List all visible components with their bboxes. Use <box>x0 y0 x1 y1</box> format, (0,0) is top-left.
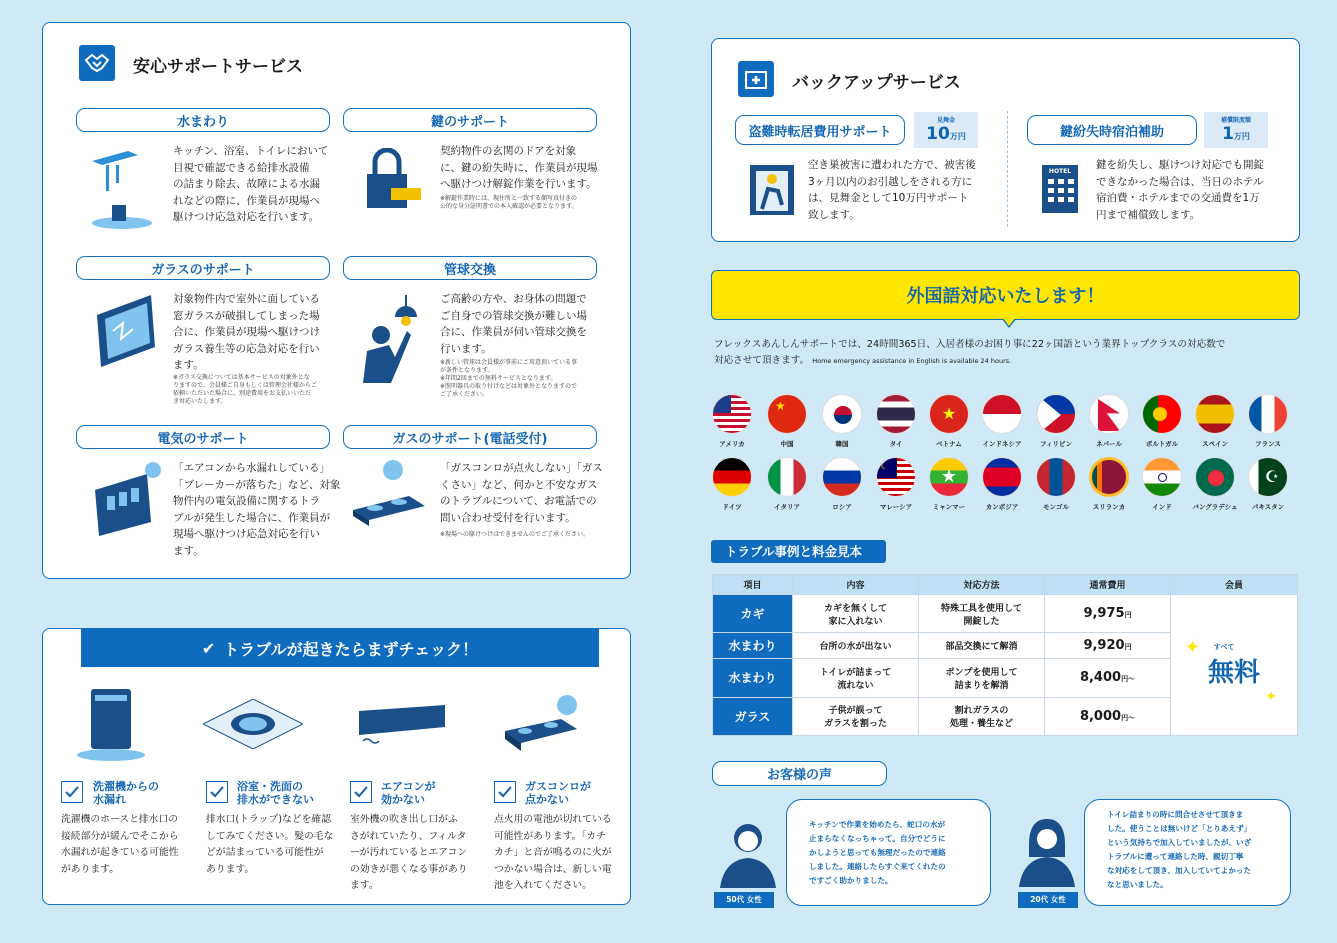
avatar-50s-woman <box>716 818 780 892</box>
backup-right-label: 鍵紛失時宿泊補助 <box>1027 115 1197 145</box>
flag-label: ドイツ <box>722 503 742 511</box>
foreign-banner <box>711 270 1300 320</box>
flag-nepal <box>1089 394 1129 434</box>
flag-pakistan: ☪ <box>1248 457 1288 497</box>
check-box-washer <box>61 781 83 803</box>
flag-label: 中国 <box>780 440 794 448</box>
flag-label: ロシア <box>832 503 852 511</box>
check-card <box>42 628 631 905</box>
service-label-glass: ガラスのサポート <box>76 256 330 280</box>
service-label-gas: ガスのサポート(電話受付) <box>343 425 597 449</box>
voices-title: お客様の声 <box>712 761 887 786</box>
flag-label: ネパール <box>1096 440 1122 448</box>
flag-srilanka <box>1089 457 1129 497</box>
row-content: 台所の水が出ない <box>793 633 919 659</box>
broken-window-icon <box>93 291 159 375</box>
row-method: 部品交換にて解消 <box>919 633 1045 659</box>
service-note-bulb: ※新しい管球は会員様が事前にご用意頂いている事 が条件となります。 ※年間2回までの無料サービスとなります。 ※照明器具の取り付けなどは対象外となりますので ご了承ください。 <box>440 359 578 398</box>
row-item: ガラス <box>713 697 793 735</box>
check-text-washer: 洗濯機のホースと排水口の 接続部分が緩んでそこから 水漏れが起きている可能性 があります。 <box>61 814 179 875</box>
th-member: 会員 <box>1171 575 1298 595</box>
first-aid-icon <box>738 61 774 97</box>
service-text-gas: 「ガスコンロが点火しない」「ガス くさい」など、何かと不安なガス のトラブルについて、お電話での 問い合わせ受付を行います。 <box>440 462 603 524</box>
row-price: 8,000円～ <box>1045 697 1171 735</box>
flag-label: マレーシア <box>879 503 913 511</box>
flag-label: フィリピン <box>1040 440 1072 448</box>
service-label-key: 鍵のサポート <box>343 108 597 132</box>
flag-label: バングラデシュ <box>1192 503 1238 511</box>
backup-card <box>711 38 1300 242</box>
service-label-water: 水まわり <box>76 108 330 132</box>
check-title-washer: 洗濯機からの 水漏れ <box>93 780 159 806</box>
faucet-water-icon <box>88 143 158 237</box>
flag-india <box>1142 457 1182 497</box>
row-method: 割れガラスの 処理・養生など <box>919 697 1045 735</box>
prices-title: トラブル事例と料金見本 <box>711 540 886 563</box>
flag-myanmar: ★ <box>929 457 969 497</box>
flag-france <box>1248 394 1288 434</box>
flag-mongolia <box>1036 457 1076 497</box>
breaker-panel-icon <box>91 460 167 540</box>
th-price: 通常費用 <box>1045 575 1171 595</box>
check-text-aircon: 室外機の吹き出し口がふ さがれていたり、フィルタ ーが汚れているとエアコン の効きが悪くなる事があり ます。 <box>350 814 468 891</box>
bulb-worker-icon <box>355 295 425 389</box>
check-banner <box>81 629 599 667</box>
flag-label: ポルトガル <box>1145 440 1179 448</box>
foreign-title: 外国語対応いたします！ <box>906 286 1105 307</box>
hotel-icon: HOTEL <box>1042 165 1078 213</box>
air-conditioner-icon <box>353 705 449 753</box>
check-title-aircon: エアコンが 効かない <box>381 780 436 806</box>
row-method: ポンプを使用して 詰まりを解消 <box>919 659 1045 697</box>
burglar-escape-icon <box>748 161 798 221</box>
row-item: 水まわり <box>713 659 793 697</box>
flag-indonesia <box>982 394 1022 434</box>
service-text-bulb: ご高齢の方や、お身体の問題で ご自身での管球交換が難しい場 合に、作業員が伺い管球交換を 行います。 <box>440 293 587 355</box>
check-text-drain: 排水口(トラップ)などを確認 してみてください。髪の毛な どが詰まっている可能性が あります。 <box>206 814 334 875</box>
drain-trap-icon <box>203 699 303 753</box>
check-box-drain <box>206 781 228 803</box>
flag-label: カンボジア <box>985 503 1019 511</box>
row-content: 子供が誤って ガラスを割った <box>793 697 919 735</box>
service-note-glass: ※ガラス交換については基本サービスの対象外とな りますので、会員様ご自身もしくは管理会社様からご 依頼いただいた場合に、別途費用をお支払いいただ き対応いたします。 <box>173 374 317 405</box>
price-table <box>712 574 1298 736</box>
table-row <box>713 595 1298 633</box>
check-title-gas: ガスコンロが 点かない <box>525 780 591 806</box>
service-label-electric: 電気のサポート <box>76 425 330 449</box>
flag-vietnam: ★ <box>929 394 969 434</box>
flag-korea <box>822 394 862 434</box>
flag-portugal <box>1142 394 1182 434</box>
age-badge-20s: 20代 女性 <box>1018 892 1078 908</box>
flag-bangladesh <box>1195 457 1235 497</box>
flag-label: インドネシア <box>982 440 1022 448</box>
row-price: 8,400円～ <box>1045 659 1171 697</box>
flag-label: ミャンマー <box>932 503 966 511</box>
flag-thailand <box>876 394 916 434</box>
row-item: 水まわり <box>713 633 793 659</box>
check-text-gas: 点火用の電池が切れている 可能性があります。「カチ カチ」と音が鳴るのに火が つかない場合は、新しい電 池を入れてください。 <box>494 814 612 891</box>
flag-label: モンゴル <box>1043 503 1069 511</box>
service-text-glass: 対象物件内で室外に面している 窓ガラスが破損してしまった場 合に、作業員が現場へ駆けつけ ガラス養生等の応急対応を行い ます。 <box>173 293 320 371</box>
row-price: 9,920円 <box>1045 633 1171 659</box>
backup-divider <box>1007 111 1008 227</box>
flag-label: イタリア <box>774 503 800 511</box>
service-text-key: 契約物件の玄関のドアを対象 に、鍵の紛失時に、作業員が現場 へ駆けつけ解錠作業を行います。 <box>440 145 598 190</box>
backup-right-text: 鍵を紛失し、駆けつけ対応でも開錠 できなかった場合は、当日のホテル 宿泊費・ホテルまでの交通費を1万 円まで補償致します。 <box>1096 159 1264 221</box>
flag-china: ★ <box>767 394 807 434</box>
age-badge-50s: 50代 女性 <box>714 892 774 908</box>
backup-left-text: 空き巣被害に遭われた方で、被害後 3ヶ月以内のお引越しをされる方に は、見舞金として10万円サポート 致します。 <box>808 159 976 221</box>
washing-machine-icon <box>77 685 147 765</box>
flag-label: 韓国 <box>835 440 849 448</box>
handshake-icon <box>79 45 115 81</box>
flag-germany <box>712 457 752 497</box>
check-box-aircon <box>350 781 372 803</box>
check-box-gas <box>494 781 516 803</box>
flag-spain <box>1195 394 1235 434</box>
avatar-20s-woman <box>1015 815 1079 891</box>
flag-label: インド <box>1152 503 1172 511</box>
service-note-key: ※解錠作業時には、現住所と一致する顔写真付きの 公的な身分証明書での本人確認が必要となります。 <box>440 195 578 210</box>
foreign-text: フレックスあんしんサポートでは、24時間365日、入居者様のお困り事に22ヶ国語という業界トップクラスの対応数で 対応させて頂きます。 Home emergency assistance in English is available 24 hours. <box>714 339 1226 366</box>
flag-philippines <box>1036 394 1076 434</box>
member-free-cell: すべて 無料 ✦ ✦ <box>1171 595 1298 736</box>
flag-label: アメリカ <box>719 440 745 448</box>
service-label-bulb: 管球交換 <box>343 256 597 280</box>
flag-russia <box>822 457 862 497</box>
backup-left-amount: 見舞金 10万円 <box>914 112 978 148</box>
service-text-water: キッチン、浴室、トイレにおいて 目視で確認できる給排水設備 の詰まり除去、故障による水漏 れなどの際に、作業員が現場へ 駆けつけ応急対応を行います。 <box>173 145 329 223</box>
flag-label: タイ <box>889 440 903 448</box>
anshin-title: 安心サポートサービス <box>133 57 303 77</box>
anshin-support-card <box>42 22 631 579</box>
check-title-drain: 浴室・洗面の 排水ができない <box>237 780 314 806</box>
flag-malaysia: ☾ <box>876 457 916 497</box>
service-note-gas: ※現場への駆けつけはできませんのでご了承ください。 <box>440 531 590 538</box>
check-mark-icon: ✔ <box>201 638 216 658</box>
voice-bubble-2: トイレ詰まりの時に問合せさせて頂きま した。使うことは無いけど「とりあえず」 という気持ちで加入していましたが、いざ トラブルに遭って連絡した時、親切丁寧 な対応をして頂き、加入していてよかった なと思いました。 <box>1084 799 1291 906</box>
backup-left-label: 盗難時転居費用サポート <box>735 115 905 145</box>
row-method: 特殊工具を使用して 開錠した <box>919 595 1045 633</box>
flag-usa <box>712 394 752 434</box>
th-method: 対応方法 <box>919 575 1045 595</box>
service-text-electric: 「エアコンから水漏れしている」 「ブレーカーが落ちた」など、対象 物件内の電気設備に関するトラ ブルが発生した場合に、作業員が 現場へ駆けつけ応急対応を行い ます。 <box>173 462 341 557</box>
flag-label: フランス <box>1255 440 1281 448</box>
padlock-key-icon <box>361 148 427 218</box>
gas-stove-phone-icon <box>349 460 429 534</box>
flag-label: スペイン <box>1202 440 1228 448</box>
flag-cambodia <box>982 457 1022 497</box>
flag-italy <box>767 457 807 497</box>
row-content: トイレが詰まって 流れない <box>793 659 919 697</box>
backup-right-amount: 補償限度額 1万円 <box>1204 112 1268 148</box>
backup-title: バックアップサービス <box>792 73 961 93</box>
row-item: カギ <box>713 595 793 633</box>
th-content: 内容 <box>793 575 919 595</box>
row-price: 9,975円 <box>1045 595 1171 633</box>
flag-label: ベトナム <box>936 440 962 448</box>
check-title: トラブルが起きたらまずチェック！ <box>223 639 479 659</box>
voice-bubble-1: キッチンで作業を始めたら、蛇口の水が 止まらなくなっちゃって。自分でどうに かしようと思っても無理だったので連絡 しました。連絡したらすぐ来てくれたの ですごく助かりました。 <box>786 799 991 906</box>
gas-stove-icon <box>501 693 581 761</box>
th-item: 項目 <box>713 575 793 595</box>
row-content: カギを無くして 家に入れない <box>793 595 919 633</box>
flag-label: スリランカ <box>1092 503 1126 511</box>
flag-label: パキスタン <box>1251 503 1285 511</box>
